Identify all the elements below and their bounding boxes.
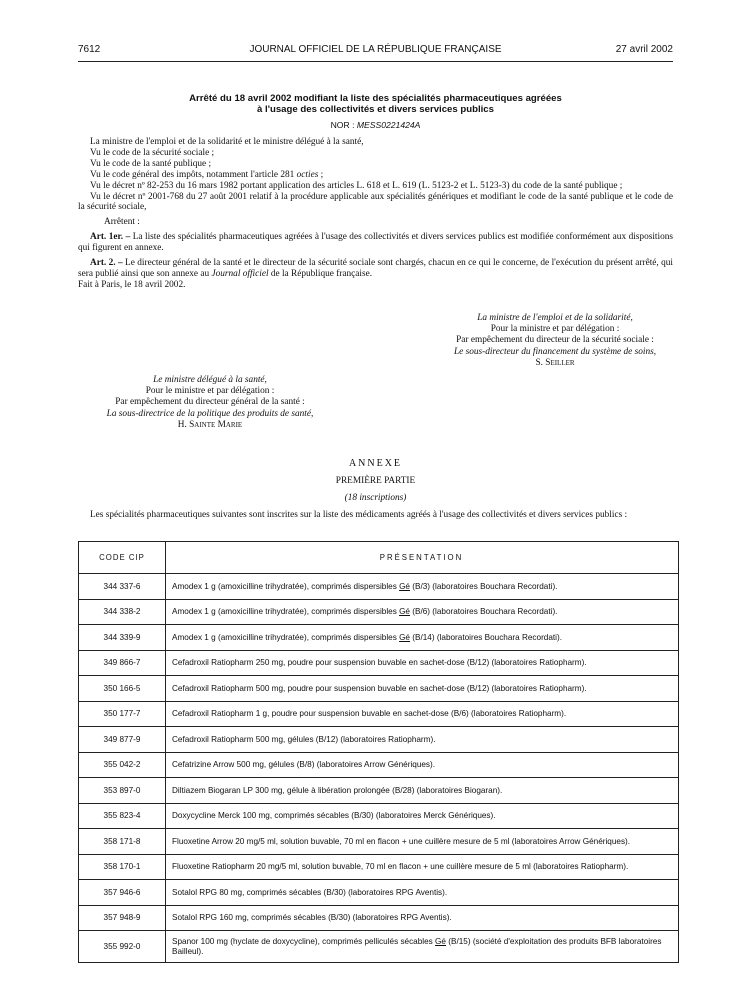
presentation-main: Amodex 1 g (amoxicilline trihydratée), comprimés dispersibles [172,632,400,642]
annexe-part: PREMIÈRE PARTIE [335,476,416,486]
cip-code: 355 992-0 [103,942,141,951]
cip-code: 350 166-5 [103,683,141,693]
column-divider [165,880,166,905]
visa-para: Vu le décret nº 82-253 du 16 mars 1982 portant application des articles L. 618 et L. 619 (L. 5123-2 et L. 5123-3) du code de la santé publique ; [90,180,623,191]
decree-title-line2: à l'usage des collectivités et divers services publics [257,104,494,115]
article-2-text-end: de la République française. [270,268,373,279]
presentation-main: Fluoxetine Ratiopharm 20 mg/5 ml, solution buvable, 70 ml en flacon + une cuillère mesure de 5 ml (laboratoires Ratiopharm). [172,862,629,871]
signature-line: Pour la ministre et par délégation : [490,324,620,335]
table-row [79,855,678,881]
article-1-label: Art. 1er. – [90,232,131,243]
presentation-text [172,753,672,778]
cip-code: 349 877-9 [103,734,141,744]
annexe-intro: Les spécialités pharmaceutiques suivantes sont inscrites sur la liste des médicaments agréés à l'usage des collectivités et divers services publics : [90,510,628,520]
cip-code: 358 170-1 [103,862,141,872]
article-2-label: Art. 2. – [90,258,123,269]
presentation-main: Amodex 1 g (amoxicilline trihydratée), comprimés dispersibles [172,607,400,616]
generic-marker: Gé [435,937,446,946]
signature-line: La ministre de l'emploi et de la solidarité, [477,313,633,323]
table-row [79,778,678,804]
decree-title [78,93,673,115]
presentation-text [172,651,672,676]
table-row [79,906,678,932]
presentation-text [172,574,672,599]
signatory-name: S. Seiller [535,357,575,368]
signatory-name: H. Sainte Marie [177,419,243,430]
cip-table [78,541,679,963]
presentation-text [172,778,672,803]
presentation-suffix: (B/6) (laboratoires Bouchara Recordati). [410,607,558,616]
table-row [79,931,678,962]
page-number: 7612 [78,44,101,55]
column-divider [165,676,166,701]
cip-code: 353 897-0 [103,785,141,795]
presentation-text [172,702,672,727]
column-divider [165,625,166,650]
cip-code: 349 866-7 [103,658,141,668]
visa-para: Vu le code général des impôts, notamment l'article 281 octies ; [90,169,324,180]
column-divider [165,753,166,778]
nor-label: NOR : [330,120,355,130]
cip-code: 357 948-9 [103,913,141,923]
signature-block-ministre [410,313,700,369]
column-divider [165,727,166,752]
presentation-main: Sotalol RPG 80 mg, comprimés sécables (B/30) (laboratoires RPG Aventis). [172,887,448,897]
column-divider [165,574,166,599]
generic-marker: Gé [399,607,410,616]
generic-marker: Gé [399,632,410,642]
presentation-main: Diltiazem Biogaran LP 300 mg, gélule à libération prolongée (B/28) (laboratoires Biogaran). [172,785,503,795]
generic-marker: Gé [399,581,410,591]
article-1 [78,232,673,254]
cip-code: 357 946-6 [103,887,141,897]
article-2-text: Le directeur général de la santé et le directeur de la sécurité sociale sont chargés, chacun en ce qui le concerne, de l'exécution du présent arrêté, qui sera publié ainsi que son annexe au [78,258,673,279]
column-header-presentation: PRÉSENTATION [379,552,464,562]
column-divider [165,931,166,962]
visa-para: Vu le code de la sécurité sociale ; [90,147,215,158]
signature-block-delegue [65,375,355,431]
table-row [79,625,678,651]
table-row [79,702,678,728]
presentation-text [172,676,672,701]
presentation-text [172,625,672,650]
journal-officiel-ref: Journal officiel [211,268,269,279]
column-divider [165,906,166,931]
table-row [79,753,678,779]
cip-code: 355 823-4 [103,811,141,821]
presentation-main: Cefadroxil Ratiopharm 250 mg, poudre pour suspension buvable en sachet-dose (B/12) (laboratoires Ratiopharm). [172,658,587,667]
cip-code: 344 339-9 [103,632,141,642]
visa-para: Vu le code de la santé publique ; [90,158,212,169]
presentation-main: Spanor 100 mg (hyclate de doxycycline), comprimés pelliculés sécables [172,937,436,946]
presentation-main: Cefadroxil Ratiopharm 500 mg, poudre pour suspension buvable en sachet-dose (B/12) (laboratoires Ratiopharm). [172,683,587,693]
table-row [79,727,678,753]
presentation-suffix: (B/15) (société d'exploitation des produits BFB laboratoires Bailleul). [172,937,662,956]
presentation-main: Cefadroxil Ratiopharm 500 mg, gélules (B/12) (laboratoires Ratiopharm). [172,734,436,744]
article-1-text: La liste des spécialités pharmaceutiques agréées à l'usage des collectivités et divers services publics est modifiée conformément aux dispositions qui figurent en annexe. [78,232,673,254]
header-divider [78,61,673,62]
presentation-text [172,600,672,625]
article-2 [78,258,673,280]
table-row [79,676,678,702]
cip-code: 358 171-8 [103,836,141,846]
cip-code: 344 338-2 [103,607,141,617]
presentation-main: Amodex 1 g (amoxicilline trihydratée), comprimés dispersibles [172,581,400,591]
column-divider [165,778,166,803]
table-row [79,651,678,677]
presentation-text [172,855,672,880]
presentation-text [172,906,672,931]
signature-line: Pour le ministre et par délégation : [145,386,275,397]
column-divider [165,702,166,727]
visa-para: Vu le décret nº 2001-768 du 27 août 2001 relatif à la procédure applicable aux spécialités génériques et modifiant le code de la santé publique et le code de la sécurité sociale, [78,191,673,213]
table-row [79,574,678,600]
table-row [79,829,678,855]
presentation-main: Sotalol RPG 160 mg, comprimés sécables (B/30) (laboratoires RPG Aventis). [172,913,452,922]
issue-date: 27 avril 2002 [615,44,673,55]
signature-line: La sous-directrice de la politique des produits de santé, [106,408,314,419]
fait-line: Fait à Paris, le 18 avril 2002. [78,279,186,290]
column-divider [165,855,166,880]
cip-code: 355 042-2 [103,760,141,770]
cip-code: 344 337-6 [103,581,141,591]
presentation-text [172,880,672,905]
signature-line: Le ministre délégué à la santé, [153,375,267,385]
decree-body [78,137,673,291]
presentation-main: Cefadroxil Ratiopharm 1 g, poudre pour suspension buvable en sachet-dose (B/6) (laboratoires Ratiopharm). [172,709,567,718]
presentation-suffix: (B/14) (laboratoires Bouchara Recordati). [410,632,562,642]
page-header [78,44,673,62]
nor-value: MESS0221424A [356,120,421,130]
nor-reference [78,120,673,130]
presentation-main: Fluoxetine Arrow 20 mg/5 ml, solution buvable, 70 ml en flacon + une cuillère mesure de 5 ml (laboratoires Arrow Génériques). [172,836,631,846]
signature-line: Par empêchement du directeur général de la santé : [115,397,305,408]
presentation-main: Cefatrizine Arrow 500 mg, gélules (B/8) (laboratoires Arrow Génériques). [172,760,436,769]
table-header-row [79,542,678,574]
column-divider [165,651,166,676]
presentation-text [172,829,672,854]
table-row [79,804,678,830]
column-divider [165,829,166,854]
presentation-text [172,931,672,962]
annexe-title: ANNEXE [348,458,403,469]
column-divider [165,600,166,625]
journal-title: JOURNAL OFFICIEL DE LA RÉPUBLIQUE FRANÇAISE [249,44,502,55]
arretent-line: Arrêtent : [104,217,140,228]
presentation-main: Doxycycline Merck 100 mg, comprimés sécables (B/30) (laboratoires Merck Génériques). [172,811,496,820]
decree-title-line1: Arrêté du 18 avril 2002 modifiant la liste des spécialités pharmaceutiques agréées [189,93,562,104]
column-header-code: CODE CIP [99,553,145,562]
signature-line: Le sous-directeur du financement du système de soins, [453,346,657,357]
presentation-text [172,727,672,752]
cip-code: 350 177-7 [103,709,141,719]
column-divider [165,804,166,829]
presentation-suffix: (B/3) (laboratoires Bouchara Recordati). [410,581,558,591]
presentation-text [172,804,672,829]
preamble-para: La ministre de l'emploi et de la solidarité et le ministre délégué à la santé, [90,137,364,147]
table-row [79,880,678,906]
inscriptions-count: (18 inscriptions) [344,493,407,503]
table-row [79,600,678,626]
signature-line: Par empêchement du directeur de la sécurité sociale : [456,335,654,346]
